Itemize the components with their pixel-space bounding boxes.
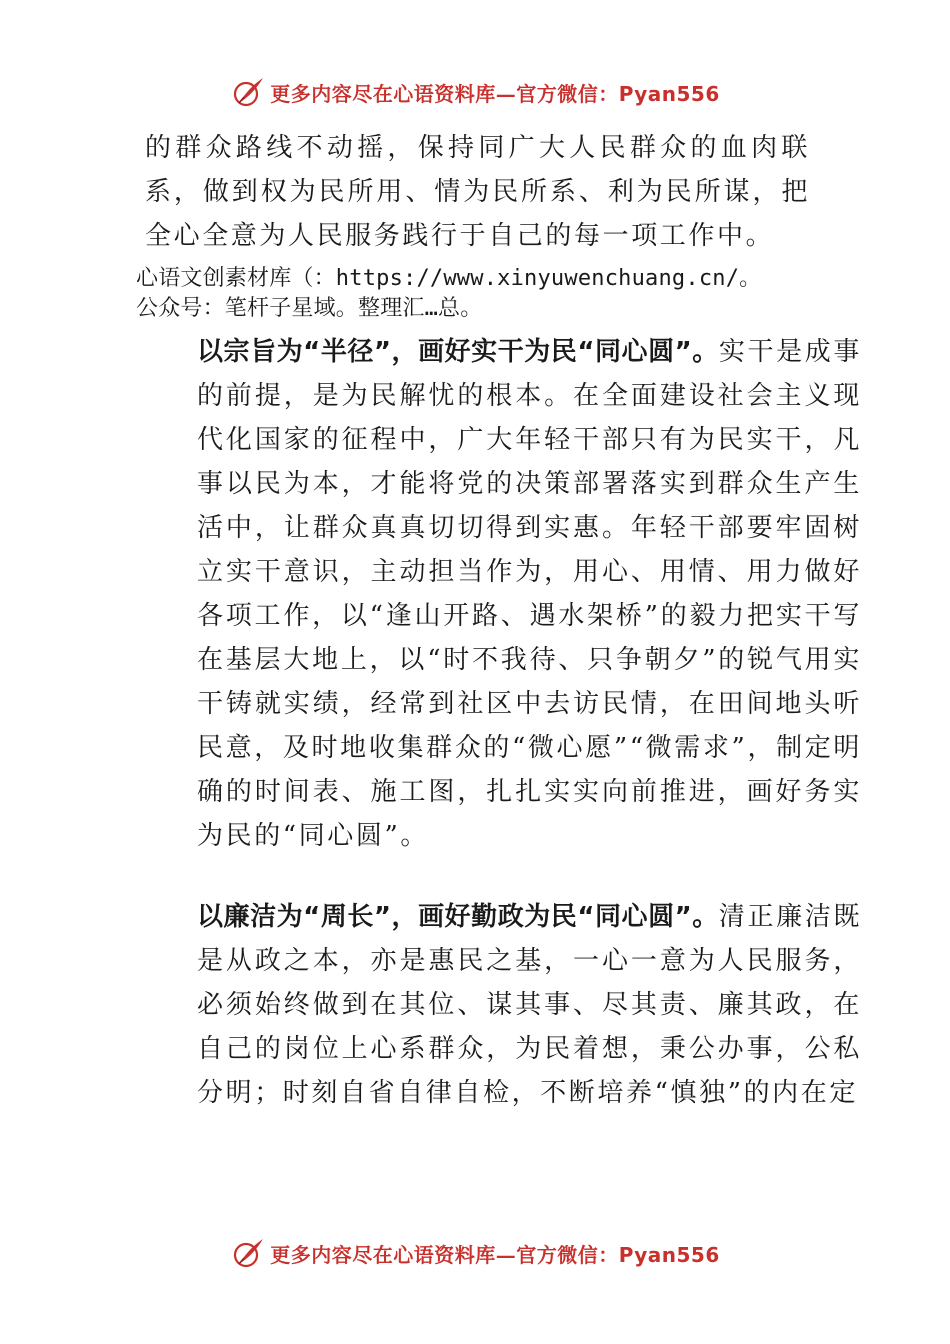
- paragraph-3-body: 清正廉洁既是从政之本，亦是惠民之基，一心一意为人民服务，必须始终做到在其位、谋其事、尽其责、廉其政，在自己的岗位上心系群众，为民着想，秉公办事，公私分明；时刻自省自律自检，不断培养“慎独”的内在定: [197, 902, 862, 1108]
- paragraph-2: [145, 330, 862, 858]
- quill-pen-logo-icon: [230, 1235, 266, 1271]
- footer-banner: [0, 1233, 950, 1273]
- paragraph-3-heading: 以廉洁为“周长”，画好勤政为民“同心圆”。: [197, 902, 719, 932]
- source-line-website: 心语文创素材库（：https://www.xinyuwenchuang.cn/。: [136, 266, 762, 291]
- paragraph-1: 的群众路线不动摇，保持同广大人民群众的血肉联系，做到权为民所用、情为民所系、利为民所谋，把全心全意为人民服务践行于自己的每一项工作中。: [145, 133, 810, 251]
- paragraph-2-body: 实干是成事的前提，是为民解忧的根本。在全面建设社会主义现代化国家的征程中，广大年轻干部只有为民实干，凡事以民为本，才能将党的决策部署落实到群众生产生活中，让群众真真切切得到实惠。年轻干部要牢固树立实干意识，主动担当作为，用心、用情、用力做好各项工作，以“逢山开路、遇水架桥”的毅力把实干写在基层大地上，以“时不我待、只争朝夕”的锐气用实干铸就实绩，经常到社区中去访民情，在田间地头听民意，及时地收集群众的“微心愿”“微需求”，制定明确的时间表、施工图，扎扎实实向前推进，画好务实为民的“同心圆”。: [197, 337, 862, 851]
- footer-wechat-id: Pyan556: [618, 1242, 720, 1267]
- header-banner-text: 更多内容尽在心语资料库—官方微信：Pyan556: [270, 81, 720, 106]
- paragraph-3: [145, 895, 862, 1115]
- footer-banner-text: 更多内容尽在心语资料库—官方微信：Pyan556: [270, 1242, 720, 1267]
- quill-pen-logo-icon: [230, 74, 266, 110]
- paragraph-2-heading: 以宗旨为“半径”，画好实干为民“同心圆”。: [197, 337, 719, 367]
- header-banner: [0, 72, 950, 112]
- source-line-account: 公众号：笔杆子星域。整理汇…总。: [136, 296, 483, 321]
- header-wechat-id: Pyan556: [618, 81, 720, 106]
